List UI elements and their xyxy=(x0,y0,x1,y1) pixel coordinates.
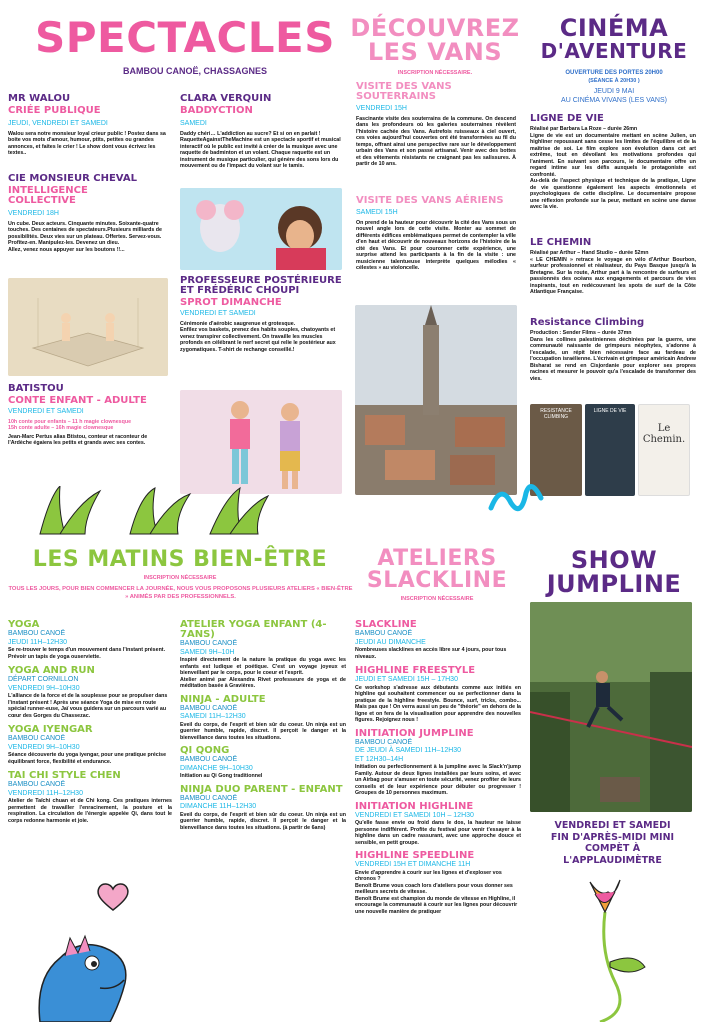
ninja-duo-place: BAMBOU CANOË xyxy=(180,794,238,802)
slackline-item-title: SLACKLINE xyxy=(355,619,417,630)
yoga-enfant-block xyxy=(180,620,346,690)
slackline-note: INSCRIPTION NÉCESSAIRE xyxy=(400,596,474,602)
freestyle-when: JEUDI ET SAMEDI 15H – 17H30 xyxy=(355,676,458,683)
spectacle-mr-walou xyxy=(8,94,170,157)
clara-photo xyxy=(180,188,342,270)
qi-qong-title: QI QONG xyxy=(180,745,230,756)
batistou-show: CONTE ENFANT - ADULTE xyxy=(8,395,147,406)
poster-ligne-label: LIGNE DE VIE xyxy=(593,408,627,414)
qi-qong-place: BAMBOU CANOË xyxy=(180,756,238,763)
heart-icon xyxy=(96,882,130,912)
aeriens-title: VISITE DES VANS AÉRIENS xyxy=(356,195,504,206)
highline-freestyle-item xyxy=(355,666,521,724)
ligne-desc: Réalisé par Barbara La Roze – durée 26mn Ligne de vie est un documentaire mettant en scène Julien, un highliner repoussant sans cesse les limites de l'équilibre et de la maîtrise de soi. Le film explore son évolution dans cet art extrême, tout en dévoilant les motivations profondes qui l'animent. En suivant son parcours, le documentaire offre un regard intime sur les défis auxquels le protagoniste est confronté. Au-delà de l'aspect physique et technique de la pratique, Ligne de vie questionne également les aspects émotionnels et psychologiques de cette discipline. Le documentaire propose une réflexion profonde sur la peur, mettant en scène une danse avec la vie. xyxy=(530,126,696,210)
batistou-desc: Jean-Marc Pertus alias Btistou, conteur et raconteur de l'Ardèche égaiera les petits et grands avec ses contes. xyxy=(8,433,148,446)
spectacle-professeure xyxy=(180,276,342,353)
yoga-run-block xyxy=(8,666,172,719)
jumpline-place: BAMBOU CANOË xyxy=(355,738,413,746)
spectacles-location: BAMBOU CANOË, CHASSAGNES xyxy=(122,66,267,76)
ligne-title: LIGNE DE VIE xyxy=(530,113,604,124)
mr-walou-show: CRIÉE PUBLIQUE xyxy=(8,105,101,116)
film-ligne-de-vie xyxy=(530,114,696,211)
taichi-desc: Atelier de Taïchi chuan et de Chi kong. Ces pratiques internes permettent de travailler l'enracinement, la posture et la respiration. La circulation de l'énergie appelée Qi, dans tout le corps redonne harmonie et joie. xyxy=(8,798,172,824)
batistou-when: VENDREDI ET SAMEDI xyxy=(8,408,84,415)
squiggle-decoration xyxy=(486,478,546,518)
jumpline-title: INITIATION JUMPLINE xyxy=(355,727,474,739)
jumpline-desc: Initiation ou perfectionnement à la jumpline avec la Slack'n'jump Family. Autour de deux lignes installées par leurs soins, et avec un Airbag pour s'amuser en toute sécurité, venez profiter de leurs conseils et de leur expérience pour débuter ou progresser ! Groupes de 10 personnes maximum. xyxy=(355,764,521,796)
taichi-when: VENDREDI 11H–12H30 xyxy=(8,789,83,797)
jumpline-photo xyxy=(530,602,692,812)
init-highline-title: INITIATION HIGHLINE xyxy=(355,800,474,812)
yoga-run-desc: L'alliance de la force et de la souplesse pour se propulser dans l'instant présent ! Après une séance Yoga de mise en route spécial runner-euse, Jaï vous guidera sur un parcours varié au cœur des Gorges du Chassezac. xyxy=(8,693,168,719)
yoga-when: JEUDI 11H–12H30 xyxy=(8,638,68,646)
yoga-enfant-title: ATELIER YOGA ENFANT (4-7ANS) xyxy=(180,619,327,640)
professeure-desc: Cérémonie d'aérobic saugrenue et grotesque. Enfilez vos baskets, prenez des habits souples, chatoyants et venez transpirer collectivement. On travaille les muscles profonds en célébrant le nerf secret qui relie le postérieur aux zygomatiques. T-shirt de rechange conseillé.! xyxy=(180,320,336,353)
initiation-highline-item xyxy=(355,802,521,847)
chemin-title: LE CHEMIN xyxy=(530,237,592,248)
speedline-desc: Envie d'apprendre à courir sur les lignes et d'exploser vos chronos ? Benoît Brume vous coach lors d'ateliers pour vous donner ses meilleurs secrets de vitesse. Benoît Brume est champion du monde de vitesse en Highline, il encourage la communauté à courir sur les lignes pour découvrir une nouvelle manière de pratiquer xyxy=(355,869,518,915)
vans-title-line1: DÉCOUVREZ xyxy=(350,14,520,42)
cheval-when: VENDREDI 18H xyxy=(8,210,59,217)
resistance-title: Resistance Climbing xyxy=(530,317,645,328)
yoga-desc: Se re-trouver le temps d'un mouvement dans l'instant présent. Prévoir un tapis de yoga ouserviette. xyxy=(8,647,166,660)
film-resistance xyxy=(530,318,696,382)
clara-name: CLARA VERQUIN xyxy=(180,93,272,104)
ninja-duo-title: NINJA DUO PARENT - ENFANT xyxy=(180,783,343,795)
aeriens-desc: On prend de la hauteur pour découvrir la cité des Vans sous un nouvel angle lors de cette visite. Monter au sommet de différents édifices emblématiques permet de contempler la ville d'en haut et découvrir de nouveaux horizons de l'histoire de la cité des Vans. Et pour couronner cette expérience, une surprise attend les participants à la fin de la visite : une musicienne talentueuse interprète quelques mélodies « célestes » au violoncelle. xyxy=(356,219,516,271)
matins-note: INSCRIPTION NÉCESSAIRE xyxy=(143,575,217,581)
yoga-title: YOGA xyxy=(8,619,40,630)
souterrains-when: VENDREDI 15H xyxy=(356,105,407,112)
slackline-item xyxy=(355,620,521,660)
speedline-item xyxy=(355,851,521,915)
ninja-adulte-block xyxy=(180,695,346,742)
clara-when: SAMEDI xyxy=(180,120,207,127)
aeriens-when: SAMEDI 15H xyxy=(356,209,398,216)
cinema-title-line1: CINÉMA xyxy=(559,14,669,42)
mr-walou-when: JEUDI, VENDREDI ET SAMEDI xyxy=(8,120,108,127)
vans-title-line2: LES VANS xyxy=(367,38,503,66)
qi-qong-block xyxy=(180,746,346,780)
ninja-duo-block xyxy=(180,785,346,832)
matins-left-col xyxy=(8,620,172,824)
professeure-when: VENDREDI ET SAMEDI xyxy=(180,310,256,317)
cinema-seance: (SÉANCE À 20H30 ) xyxy=(588,78,640,84)
iyengar-desc: Séance découverte du yoga iyengar, pour une pratique précise équilibrant force, flexibilité et endurance. xyxy=(8,752,167,765)
yoga-run-place: DÉPART CORNILLON xyxy=(8,676,79,683)
slackline-item-when: JEUDI AU DIMANCHE xyxy=(355,638,426,646)
jumpline-when: DE JEUDI À SAMEDI 11H–12H30 ET 12H30–14H xyxy=(355,747,462,763)
freestyle-desc: Ce workshop s'adresse aux débutants comme aux initiés en highline qui souhaitent commencer ou se perfectionner dans la pratique de la highline freestyle. Bounce, surf, tricks, combo... Mais pas que ! On verra aussi un peu de "théorie" en dehors de la ligne et on fera de la visualisation pour apprendre des nouvelles figures. Rejoignez nous ! xyxy=(355,684,521,723)
professeure-name: PROFESSEURE POSTÉRIEURE ET FRÉDÉRIC CHOUPI xyxy=(180,275,342,296)
spectacle-clara xyxy=(180,94,342,170)
ninja-duo-desc: Eveil du corps, de l'esprit et bien sûr du coeur. Un ninja est un guerrier humble, rapide, discret. Il perçoit le danger et la bienveillance dans toutes les situations. (à partir de 6ans) xyxy=(180,811,346,831)
init-highline-desc: Qu'elle fasse envie ou froid dans le dos, la hauteur ne laisse personne indifférent. Profite du festival pour venir t'essayer à la highline dans un cadre rassurant, avec une approche douce et sensible, en petit groupe. xyxy=(355,820,521,846)
yoga-run-when: VENDREDI 9H–10H30 xyxy=(8,684,80,692)
speedline-title: HIGHLINE SPEEDLINE xyxy=(355,850,475,861)
iyengar-place: BAMBOU CANOË xyxy=(8,735,66,742)
taichi-place: BAMBOU CANOË xyxy=(8,781,66,788)
yoga-run-title: YOGA AND RUN xyxy=(8,665,95,676)
slackline-list xyxy=(355,620,521,915)
cinema-date: JEUDI 9 MAI xyxy=(593,88,635,95)
vans-aeriens xyxy=(356,196,516,272)
batistou-times: 10h conte pour enfants – 11 h magie clownesque 15h conte adulte – 16h magie clownesque xyxy=(8,418,132,431)
cinema-doors: OUVERTURE DES PORTES 20H00 xyxy=(565,70,663,76)
matins-title: LES MATINS BIEN-ÊTRE xyxy=(32,547,328,572)
spectacle-batistou xyxy=(8,384,170,447)
mr-walou-name: MR WALOU xyxy=(8,93,71,104)
cheval-show: INTELLIGENCE COLLECTIVE xyxy=(8,185,88,206)
chemin-desc: Réalisé par Arthur – Hand Studio – durée 52mn « LE CHEMIN » retrace le voyage en vélo d'Arthur Bourbon, surfeur professionnel et réalisateur, du Pays Basque jusqu'à la Bretagne. Sur la route, Arthur part à la rencontre de surfeurs et passionnés des océans aux engagements et parcours de vies inspirants, tout en redécouvrant les spots de surf de la Côte Atlantique Française. xyxy=(530,250,696,295)
souterrains-desc: Fascinante visite des souterrains de la commune. On descend dans les profondeurs où les galeries souterraines révèlent l'histoire cachée des Vans. Autrefois ruisseaux à ciel ouvert, ces voies aujourd'hui couvertes ont été transformées au fil du temps, offrant ainsi une perspective rare sur le développement urbain des Vans et son passé artisanal. Venir avec des bottes et des vêtements résistants ne craignant pas les salissures. À partir de 10 ans. xyxy=(356,115,516,167)
cinema-title-line2: D'AVENTURE xyxy=(540,39,688,63)
ninja-adulte-place: BAMBOU CANOË xyxy=(180,704,238,712)
yoga-enfant-desc: Inspiré directement de la nature la pratique du yoga avec les enfants est ludique et poétique. C'est un voyage joyeux et bienveillant par le corps, pour le coeur et l'esprit. Atelier animé par Alexandra Rivet professeure de yoga et de méditation basée à Gravières. xyxy=(180,657,346,689)
vans-souterrains xyxy=(356,82,516,168)
vans-town-photo xyxy=(355,305,517,495)
jumpline-caption: VENDREDI ET SAMEDI FIN D'APRÈS-MIDI MINI COMPÈT À L'APPLAUDIMÈTRE xyxy=(550,820,675,866)
jumpline-item xyxy=(355,729,521,797)
cheval-desc: Un cube. Deux acteurs. Cinquante minutes. Soixante-quatre touches. Des centaines de spectateurs.Plusieurs milliards de possibilités. Deux vies sur un plateau. Offertes. Servez-vous. Profitez-en. Manipulez-les. Devenez un dieu. Allez, venez nous appuyer sur les boutons !!... xyxy=(8,220,162,253)
iyengar-title: YOGA IYENGAR xyxy=(8,724,93,735)
souterrains-title: VISITE DES VANS SOUTERRAINS xyxy=(356,81,452,102)
slackline-title-line1: ATELIERS xyxy=(377,546,497,571)
matins-intro: TOUS LES JOURS, POUR BIEN COMMENCER LA JOURNÉE, NOUS VOUS PROPOSONS PLUSIEURS ATELIERS « BIEN-ÊTRE » ANIMÉS PAR DES PROFESSIONNELS. xyxy=(8,586,353,600)
jumpline-title-line2: JUMPLINE xyxy=(546,570,682,598)
taichi-title: TAI CHI STYLE CHEN xyxy=(8,770,121,781)
ninja-adulte-title: NINJA - ADULTE xyxy=(180,693,266,705)
yoga-block xyxy=(8,620,172,660)
slackline-item-desc: Nombreuses slacklines en accès libre sur 4 jours, pour tous niveaux. xyxy=(355,647,507,660)
yoga-enfant-when: SAMEDI 9H–10H xyxy=(180,648,235,656)
iyengar-block xyxy=(8,725,172,765)
spectacles-title: SPECTACLES xyxy=(35,13,335,62)
poster-le-chemin xyxy=(638,404,690,496)
freestyle-title: HIGHLINE FREESTYLE xyxy=(355,665,476,676)
yoga-enfant-place: BAMBOU CANOË xyxy=(180,640,238,647)
taichi-block xyxy=(8,771,172,824)
sprot-photo xyxy=(180,390,342,494)
grass-decoration xyxy=(30,486,270,536)
film-le-chemin xyxy=(530,238,696,296)
poster-chemin-label: Le Chemin. xyxy=(642,423,686,445)
poster-resistance-label: RESISTANCE CLIMBING xyxy=(540,408,572,420)
slackline-title-line2: SLACKLINE xyxy=(366,568,508,593)
poster-ligne-de-vie xyxy=(585,404,635,496)
cheval-name: CIE MONSIEUR CHEVAL xyxy=(8,173,137,184)
yoga-place: BAMBOU CANOË xyxy=(8,630,66,637)
vans-note: INSCRIPTION NÉCESSAIRE. xyxy=(397,70,473,76)
clara-show: BADDYCTION xyxy=(180,105,253,116)
speedline-when: VENDREDI 15H ET DIMANCHE 11H xyxy=(355,861,471,868)
jumpline-title-line1: SHOW xyxy=(570,546,658,574)
iyengar-when: VENDREDI 9H–10H30 xyxy=(8,743,80,751)
ninja-adulte-desc: Eveil du corps, de l'esprit et bien sûr du coeur. Un ninja est un guerrier humble, rapide, discret. Il perçoit le danger et la bienveillance dans toutes les situations. xyxy=(180,721,346,741)
flower-illustration xyxy=(560,872,660,1022)
resistance-desc: Production : Sender Films – durée 37mn Dans les collines palestiniennes déchirées par la guerre, une communauté naissante de grimpeurs néophytes, s'adonne à l'escalade, un répit bien nécessaire face au fardeau de l'occupation israélienne. L'écrivain et grimpeur américain Andrew Bisharat se rend en Cisjordanie pour explorer ses propres racines et mesurer le pouvoir qu'a l'escalade de transformer des vies. xyxy=(530,330,696,382)
batistou-name: BATISTOU xyxy=(8,383,64,394)
clara-desc: Daddy chéri… L'addiction au sucre? Et si on en parlait ! RaquetteAgainstTheMachine est un spectacle sportif et musical interactif où le public est invité à créer de la musique avec une raquette de badminton et un volant. Chaque raquette est un instrument de musique particulier, qui génère des sons lors du mouvement ou de l'impact du volant sur le tamis. xyxy=(180,130,341,169)
matins-right-col xyxy=(180,620,346,831)
init-highline-when: VENDREDI ET SAMEDI 10H – 12H30 xyxy=(355,811,474,819)
ninja-duo-when: DIMANCHE 11H–12H30 xyxy=(180,803,257,810)
ninja-adulte-when: SAMEDI 11H–12H30 xyxy=(180,713,246,720)
mr-walou-desc: Walou sera notre monsieur loyal crieur public ! Postez dans sa boite vos mots d'amour, humour, ptits, petites ou grandes annonces, et faites le crier ! Le show dont vous écrivez les textes.. xyxy=(8,130,166,156)
spectacle-cheval xyxy=(8,174,170,253)
slackline-item-place: BAMBOU CANOË xyxy=(355,630,413,637)
professeure-show: SPROT DIMANCHE xyxy=(180,297,282,308)
dinosaur-illustration xyxy=(20,918,160,1022)
cinema-venue: AU CINÉMA VIVANS (LES VANS) xyxy=(561,97,667,104)
qi-qong-when: DIMANCHE 9H–10H30 xyxy=(180,764,253,772)
qi-qong-desc: Initiation au Qi Gong traditionnel xyxy=(180,773,263,779)
cube-stage-image xyxy=(8,278,168,376)
